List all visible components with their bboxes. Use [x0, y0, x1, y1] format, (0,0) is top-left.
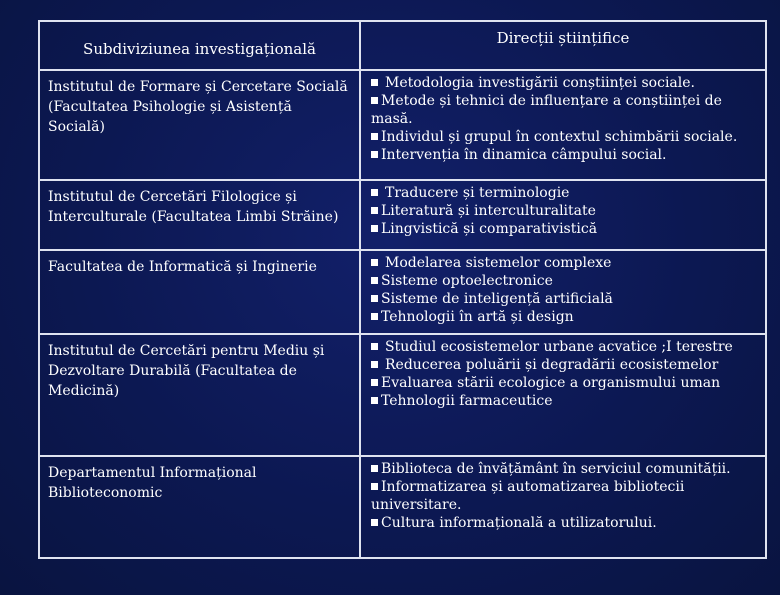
direction-text: Literatură și interculturalitate — [381, 203, 596, 219]
direction-item — [371, 374, 759, 392]
direction-item — [371, 392, 759, 410]
square-bullet-icon — [371, 79, 378, 86]
direction-item — [371, 254, 759, 272]
direction-item — [371, 146, 759, 164]
direction-text: Modelarea sistemelor complexe — [385, 255, 612, 271]
direction-item — [371, 338, 759, 356]
square-bullet-icon — [371, 133, 378, 140]
direction-text: Intervenția în dinamica câmpului social. — [381, 147, 667, 163]
directions-list — [371, 74, 759, 164]
directions-cell — [360, 456, 766, 558]
direction-item — [371, 92, 759, 128]
direction-text: Informatizarea și automatizarea bibliotecii universitare. — [371, 479, 685, 513]
square-bullet-icon — [371, 151, 378, 158]
direction-item — [371, 514, 759, 532]
direction-text: Cultura informațională a utilizatorului. — [381, 515, 657, 531]
direction-text: Tehnologii farmaceutice — [381, 393, 553, 409]
directions-cell — [360, 334, 766, 456]
table-row — [39, 334, 766, 456]
direction-text: Reducerea poluării și degradării ecosistemelor — [385, 357, 719, 373]
research-table — [38, 20, 767, 559]
direction-item — [371, 460, 759, 478]
square-bullet-icon — [371, 379, 378, 386]
directions-cell — [360, 250, 766, 334]
table-row — [39, 250, 766, 334]
direction-item — [371, 184, 759, 202]
direction-text: Individul și grupul în contextul schimbării sociale. — [381, 129, 738, 145]
directions-list — [371, 254, 759, 326]
direction-item — [371, 356, 759, 374]
unit-name: Facultatea de Informatică și Inginerie — [39, 250, 360, 334]
square-bullet-icon — [371, 207, 378, 214]
square-bullet-icon — [371, 295, 378, 302]
direction-item — [371, 272, 759, 290]
square-bullet-icon — [371, 313, 378, 320]
directions-list — [371, 460, 759, 532]
directions-cell — [360, 70, 766, 180]
direction-text: Sisteme optoelectronice — [381, 273, 553, 289]
table-row — [39, 180, 766, 250]
square-bullet-icon — [371, 97, 378, 104]
unit-name: Institutul de Cercetări pentru Mediu și Dezvoltare Durabilă (Facultatea de Medicină) — [39, 334, 360, 456]
directions-list — [371, 338, 759, 410]
square-bullet-icon — [371, 483, 378, 490]
header-directions: Direcții științifice — [360, 21, 766, 70]
header-subdivision: Subdiviziunea investigațională — [39, 21, 360, 70]
square-bullet-icon — [371, 361, 378, 368]
square-bullet-icon — [371, 189, 378, 196]
direction-text: Evaluarea stării ecologice a organismului uman — [381, 375, 721, 391]
directions-cell — [360, 180, 766, 250]
direction-item — [371, 220, 759, 238]
directions-list — [371, 184, 759, 238]
square-bullet-icon — [371, 259, 378, 266]
direction-item — [371, 74, 759, 92]
direction-item — [371, 478, 759, 514]
table-row — [39, 456, 766, 558]
square-bullet-icon — [371, 225, 378, 232]
unit-name: Institutul de Formare și Cercetare Socială (Facultatea Psihologie și Asistență Socială) — [39, 70, 360, 180]
direction-text: Lingvistică și comparativistică — [381, 221, 598, 237]
square-bullet-icon — [371, 277, 378, 284]
square-bullet-icon — [371, 465, 378, 472]
square-bullet-icon — [371, 343, 378, 350]
direction-item — [371, 308, 759, 326]
direction-text: Metodologia investigării conștiinței sociale. — [385, 75, 695, 91]
direction-text: Tehnologii în artă și design — [381, 309, 574, 325]
direction-text: Biblioteca de învățământ în serviciul comunității. — [381, 461, 731, 477]
unit-name: Institutul de Cercetări Filologice și Interculturale (Facultatea Limbi Străine) — [39, 180, 360, 250]
square-bullet-icon — [371, 519, 378, 526]
direction-item — [371, 128, 759, 146]
direction-item — [371, 202, 759, 220]
direction-text: Sisteme de inteligență artificială — [381, 291, 613, 307]
direction-text: Metode și tehnici de influențare a conștiinței de masă. — [371, 93, 722, 127]
table-header-row — [39, 21, 766, 70]
unit-name: Departamentul Informațional Biblioteconomic — [39, 456, 360, 558]
table-row — [39, 70, 766, 180]
square-bullet-icon — [371, 397, 378, 404]
direction-item — [371, 290, 759, 308]
direction-text: Studiul ecosistemelor urbane acvatice ;I terestre — [385, 339, 733, 355]
direction-text: Traducere și terminologie — [385, 185, 570, 201]
